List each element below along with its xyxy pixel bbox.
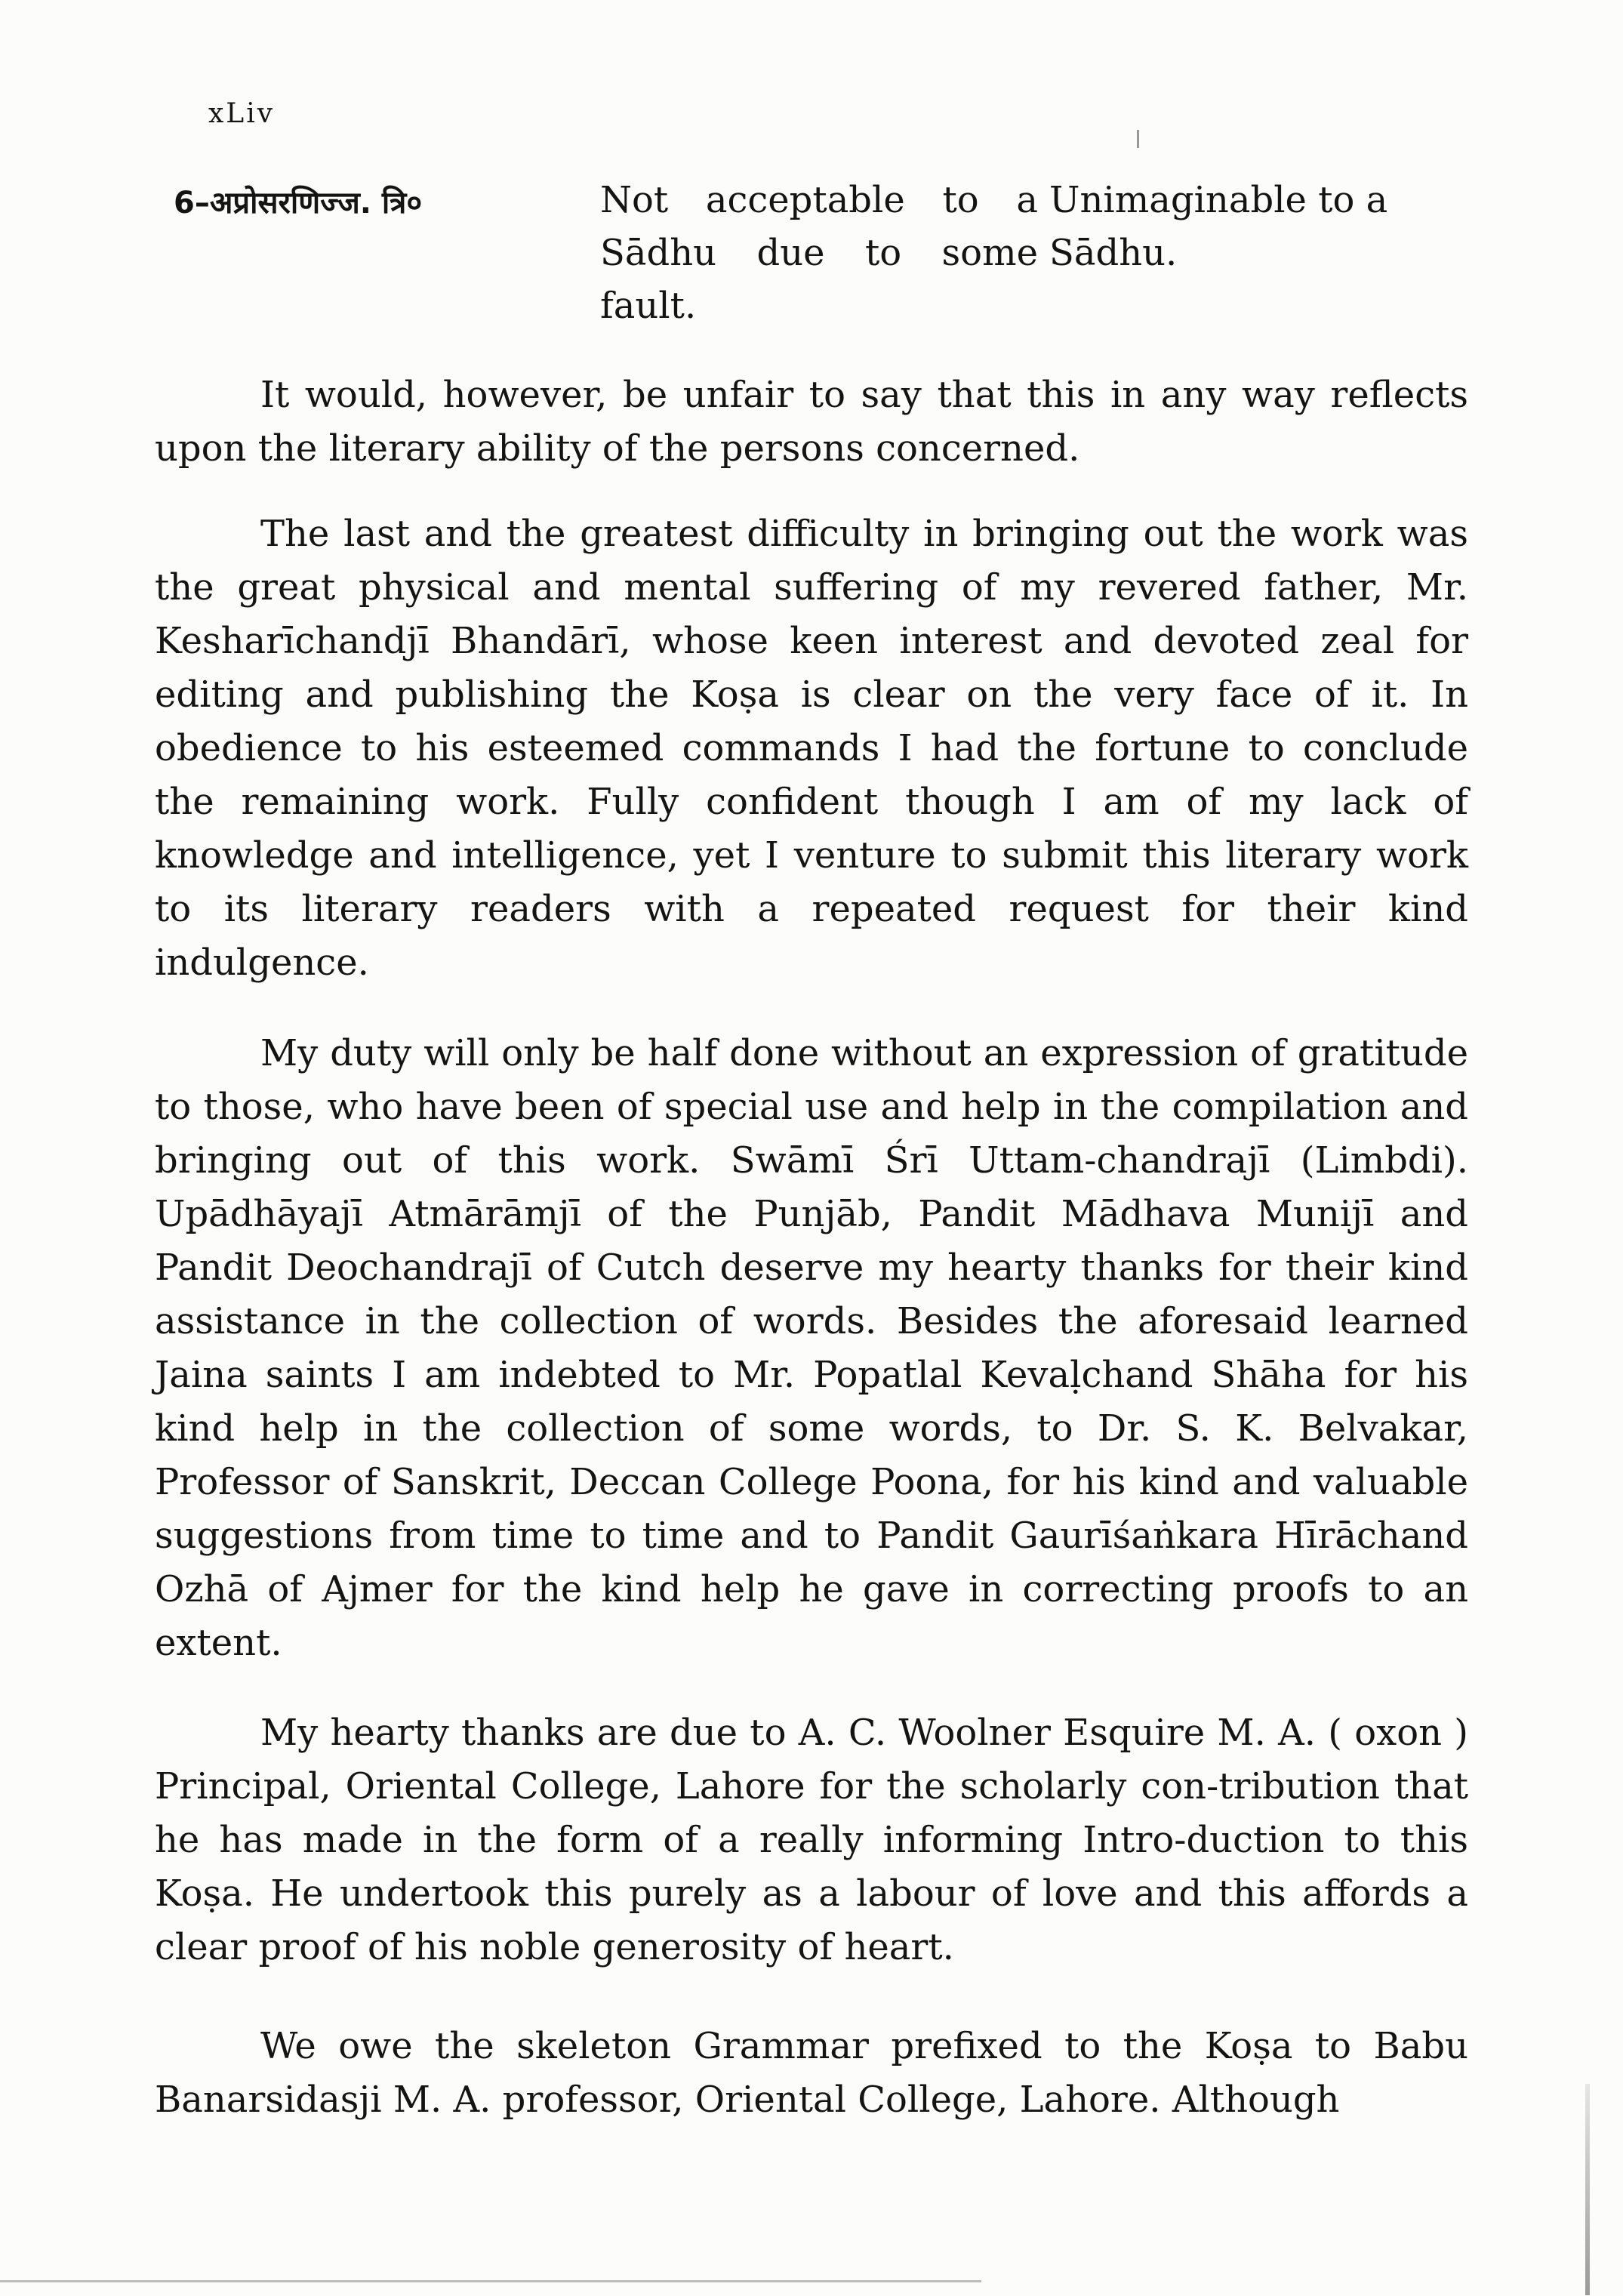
paragraph: The last and the greatest difficulty in bringing out the work was the great physical and mental suffering of my revered father, Mr. Kesharīchandjī Bhandārī, whose keen interest and devoted zeal for editing and publishing the Koṣa is clear on the very face of it. In obedience to his esteemed commands I had the fortune to conclude the remaining work. Fully confident though I am of my lack of knowledge and intelligence, yet I venture to submit this literary work to its literary readers with a repeated request for their kind indulgence. xyxy=(155,513,1468,984)
paragraph: We owe the skeleton Grammar prefixed to the Koṣa to Babu Banarsidasji M. A. professor, Oriental College, Lahore. Although xyxy=(155,2025,1468,2121)
dictionary-entry xyxy=(174,174,1457,340)
paragraph: My hearty thanks are due to A. C. Woolner Esquire M. A. ( oxon ) Principal, Oriental College, Lahore for the scholarly con-tribution that he has made in the form of a really informing Intro-duction to this Koṣa. He undertook this purely as a labour of love and this affords a clear proof of his noble generosity of heart. xyxy=(155,1712,1468,1968)
scan-mark xyxy=(1137,130,1139,148)
scan-edge-shadow xyxy=(1585,2084,1590,2295)
page-number: xLiv xyxy=(208,98,276,129)
paragraph: It would, however, be unfair to say that this in any way reflects upon the literary ability of the persons concerned. xyxy=(155,374,1468,470)
entry-definition-2: Unimaginable to a Sādhu. xyxy=(1049,179,1388,274)
entry-definition-1: Not acceptable to a Sādhu due to some fault. xyxy=(600,179,1038,327)
paragraph: My duty will only be half done without an expression of gratitude to those, who have been of special use and help in the compilation and bringing out of this work. Swāmī Śrī Uttam-chandrajī (Limbdi). Upādhāyajī Atmārāmjī of the Punjāb, Pandit Mādhava Munijī and Pandit Deochandrajī of Cutch deserve my hearty thanks for their kind assistance in the collection of words. Besides the aforesaid learned Jaina saints I am indebted to Mr. Popatlal Kevaḷchand Shāha for his kind help in the collection of some words, to Dr. S. K. Belvakar, Professor of Sanskrit, Deccan College Poona, for his kind and valuable suggestions from time to time and to Pandit Gaurīśaṅkara Hīrāchand Ozhā of Ajmer for the kind help he gave in correcting proofs to an extent. xyxy=(155,1032,1468,1664)
entry-headword: 6–अप्रोसरणिज्ज. त्रि० xyxy=(174,186,423,220)
scan-edge-line xyxy=(0,2280,981,2282)
